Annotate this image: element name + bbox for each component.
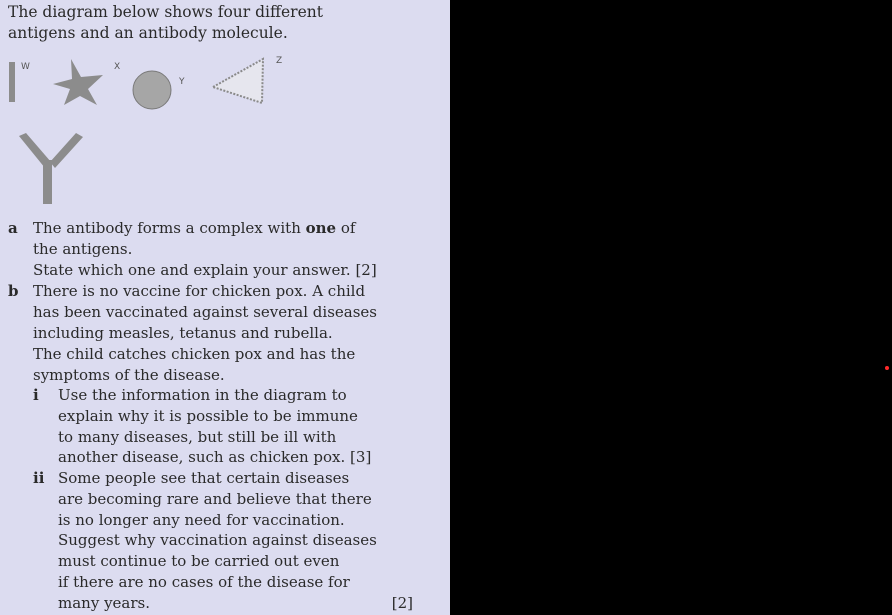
question-b-line-2: has been vaccinated against several diseases: [33, 303, 377, 321]
antigen-antibody-diagram: [0, 50, 450, 210]
part-i-line-4: another disease, such as chicken pox. [3]: [58, 448, 372, 467]
question-a-line-1-post: of: [336, 219, 356, 237]
part-ii-marks: [2]: [391, 593, 413, 612]
question-b-line-3: including measles, tetanus and rubella.: [33, 324, 333, 342]
intro-line-1: The diagram below shows four different: [8, 3, 323, 21]
question-b-part-ii: [33, 468, 413, 614]
antibody-shape: [19, 133, 83, 204]
question-a-line-1-pre: The antibody forms a complex with: [33, 219, 306, 237]
part-i-line-2: explain why it is possible to be immune: [58, 406, 358, 425]
question-b: [8, 281, 428, 386]
question-a-emphasis: one: [305, 219, 337, 237]
question-a: [8, 218, 428, 281]
antigen-y-label: Y: [179, 77, 185, 87]
part-i-line-3: to many diseases, but still be ill with: [58, 427, 337, 446]
question-a-label: a: [8, 219, 18, 237]
part-ii-line-4: Suggest why vaccination against diseases: [58, 531, 377, 550]
intro-text: [8, 2, 438, 44]
question-a-line-2: the antigens.: [33, 240, 133, 258]
part-ii-last-line: many years.: [58, 593, 150, 612]
antigen-w-label: W: [21, 62, 30, 72]
part-ii-line-5: must continue to be carried out even: [58, 552, 340, 571]
diagram-svg: [0, 50, 450, 210]
part-ii-line-1: Some people see that certain diseases: [58, 469, 350, 487]
antigen-x-shape: [53, 59, 103, 105]
antigen-x-label: X: [114, 62, 121, 72]
question-b-line-1: There is no vaccine for chicken pox. A child: [33, 282, 366, 300]
cursor-dot: [885, 366, 889, 370]
question-a-line-3: State which one and explain your answer. [2]: [33, 261, 377, 279]
part-ii-line-3: is no longer any need for vaccination.: [58, 510, 345, 529]
question-b-part-i: [33, 385, 413, 468]
part-ii-line-7: [58, 593, 413, 614]
part-i-line-1: Use the information in the diagram to: [58, 386, 347, 404]
part-i-label: i: [33, 386, 39, 404]
part-ii-line-6: if there are no cases of the disease for: [58, 572, 350, 591]
intro-line-2: antigens and an antibody molecule.: [8, 24, 288, 42]
question-b-line-4: The child catches chicken pox and has the: [33, 345, 356, 363]
antigen-z-shape: [213, 59, 263, 103]
question-b-line-5: symptoms of the disease.: [33, 366, 225, 384]
part-ii-line-2: are becoming rare and believe that there: [58, 489, 372, 508]
antigen-y-shape: [133, 71, 171, 109]
question-a-line-1: [33, 218, 428, 239]
antigen-z-label: Z: [276, 56, 283, 66]
question-b-label: b: [8, 282, 19, 300]
antigen-w-shape: [9, 62, 15, 102]
part-ii-label: ii: [33, 469, 45, 487]
